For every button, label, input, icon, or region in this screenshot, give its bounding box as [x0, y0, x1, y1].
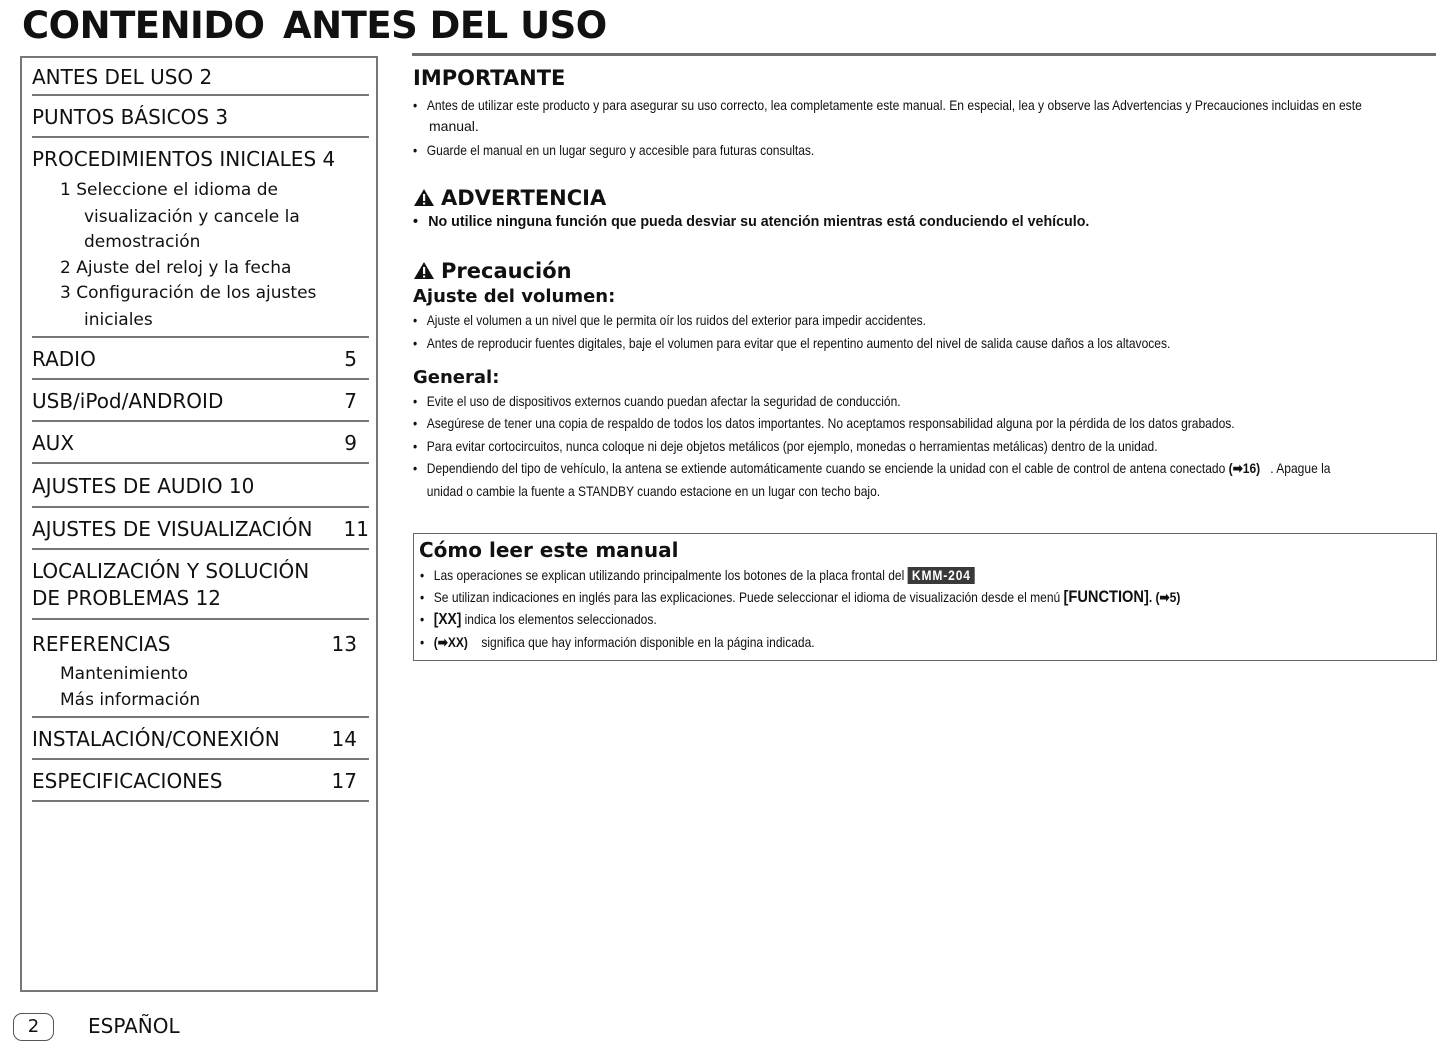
- table-of-contents: [20, 56, 378, 992]
- toc-sub-item[interactable]: 1 Seleccione el idioma de: [60, 180, 278, 200]
- warning-icon: [413, 188, 435, 207]
- toc-usb-ipod-android[interactable]: [32, 378, 369, 422]
- toc-title: ANTES DEL USO 2: [32, 65, 213, 89]
- function-menu-label: [FUNCTION]: [1063, 587, 1149, 606]
- toc-title: AJUSTES DE AUDIO 10: [32, 474, 255, 498]
- toc-page-number: 11: [343, 517, 369, 541]
- toc-page-number: 13: [331, 632, 357, 656]
- key-xx-label: [XX]: [433, 611, 462, 628]
- toc-sub-item: demostración: [84, 232, 201, 252]
- toc-title: AJUSTES DE VISUALIZACIÓN: [32, 517, 313, 541]
- toc-referencias[interactable]: [32, 618, 369, 718]
- header-rule: [412, 53, 1436, 56]
- toc-sub-item: iniciales: [84, 310, 153, 330]
- toc-antes-del-uso[interactable]: [32, 61, 369, 96]
- footer-language: ESPAÑOL: [88, 1014, 180, 1038]
- toc-title: PROCEDIMIENTOS INICIALES 4: [32, 147, 336, 171]
- header-antes-del-uso: ANTES DEL USO: [283, 4, 607, 47]
- precaucion-title: Precaución: [413, 259, 572, 283]
- toc-page-number: 14: [331, 727, 357, 751]
- toc-page-number: 9: [344, 431, 357, 455]
- toc-title: INSTALACIÓN/CONEXIÓN: [32, 727, 280, 751]
- toc-page-number: 17: [331, 769, 357, 793]
- toc-sub-item[interactable]: Más información: [60, 690, 201, 710]
- toc-title: AUX: [32, 431, 75, 455]
- toc-title: ESPECIFICACIONES: [32, 769, 223, 793]
- como-leer-title: Cómo leer este manual: [419, 538, 679, 562]
- toc-title: USB/iPod/ANDROID: [32, 389, 224, 413]
- caution-icon: [413, 261, 435, 280]
- como-leer-box: Cómo leer este manual • Las operaciones se explican utilizando principalmente los botones de la placa frontal del KMM-204 • Se utilizan indicaciones en inglés para las explicaciones. Puede seleccionar el idioma de visualización desde el menú [FUNCTION]. (➡5) • [XX] indica los elementos seleccionados. • (➡XX) significa que hay información disponible en la página indicada.: [413, 533, 1437, 661]
- toc-aux[interactable]: [32, 420, 369, 464]
- page-header: [22, 4, 1436, 50]
- toc-title: LOCALIZACIÓN Y SOLUCIÓN: [32, 559, 310, 583]
- toc-puntos-basicos[interactable]: [32, 94, 369, 138]
- toc-especificaciones[interactable]: [32, 758, 369, 802]
- page-ref-16[interactable]: (➡16): [1228, 460, 1261, 476]
- toc-title: PUNTOS BÁSICOS 3: [32, 105, 229, 129]
- page-number-badge: 2: [13, 1013, 54, 1041]
- toc-page-number: 5: [344, 347, 357, 371]
- toc-radio[interactable]: [32, 336, 369, 380]
- toc-instalacion-conexion[interactable]: [32, 716, 369, 760]
- advertencia-title: ADVERTENCIA: [413, 186, 606, 210]
- ajuste-volumen-title: Ajuste del volumen:: [413, 286, 616, 307]
- toc-ajustes-de-audio[interactable]: [32, 462, 369, 508]
- toc-sub-item[interactable]: 2 Ajuste del reloj y la fecha: [60, 258, 292, 278]
- toc-page-number: 7: [344, 389, 357, 413]
- toc-localizacion-solucion[interactable]: [32, 548, 369, 620]
- header-contenido: CONTENIDO: [22, 4, 265, 47]
- importante-title: IMPORTANTE: [413, 66, 566, 90]
- page-ref-xx: (➡XX): [433, 634, 468, 650]
- toc-procedimientos-iniciales[interactable]: [32, 136, 369, 338]
- toc-sub-item[interactable]: Mantenimiento: [60, 664, 189, 684]
- toc-title: RADIO: [32, 347, 96, 371]
- general-title: General:: [413, 367, 500, 388]
- toc-title: REFERENCIAS: [32, 632, 171, 656]
- toc-sub-item: visualización y cancele la: [84, 207, 300, 227]
- model-badge: KMM-204: [908, 567, 975, 584]
- toc-sub-item[interactable]: 3 Configuración de los ajustes: [60, 283, 317, 303]
- page-ref-5[interactable]: . (➡5): [1148, 589, 1181, 605]
- toc-ajustes-de-visualizacion[interactable]: [32, 506, 369, 550]
- toc-title-line2: DE PROBLEMAS 12: [32, 586, 222, 610]
